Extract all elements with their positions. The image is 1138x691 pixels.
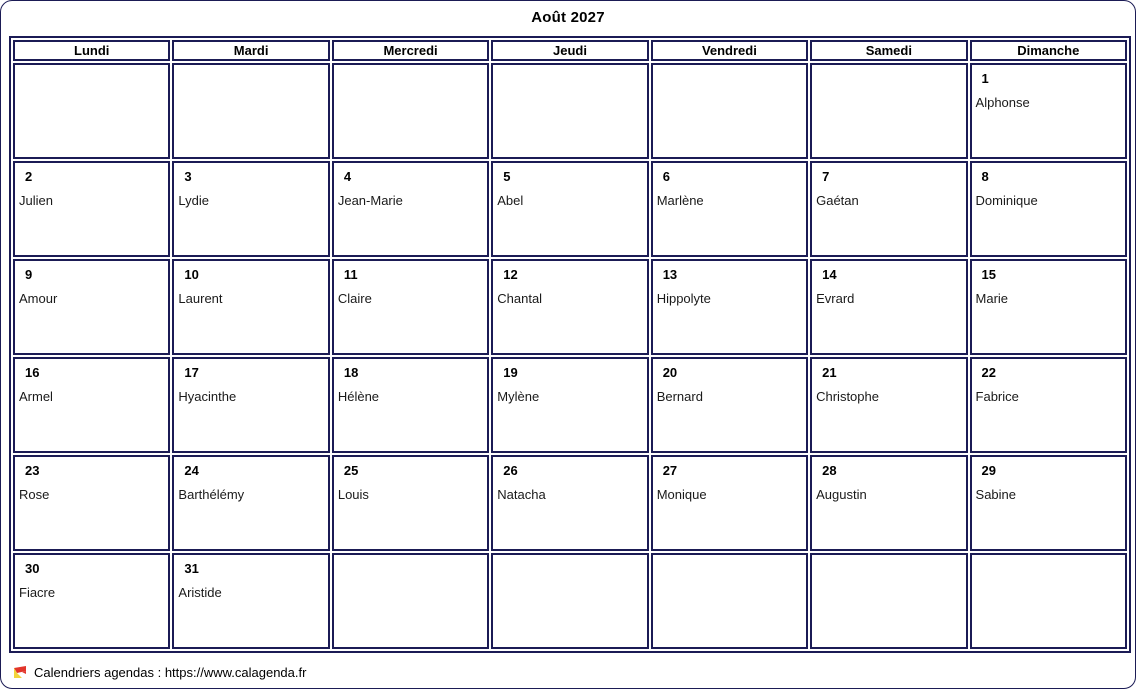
day-number: 22 xyxy=(981,365,996,380)
week-row-4 xyxy=(13,357,1127,453)
week-row-3 xyxy=(13,259,1127,355)
day-number: 31 xyxy=(184,561,199,576)
saint-name xyxy=(497,93,646,106)
day-cell-30 xyxy=(13,553,170,649)
saint-name: Evrard xyxy=(816,291,855,306)
saint-name: Aristide xyxy=(178,585,222,600)
day-number: 13 xyxy=(662,267,678,282)
saint-name: Amour xyxy=(19,291,58,306)
saint-name: Laurent xyxy=(178,291,223,306)
week-row-1 xyxy=(13,63,1127,159)
weekday-header-6: Samedi xyxy=(810,40,967,61)
saint-name: Claire xyxy=(337,291,372,306)
empty-day-cell xyxy=(172,63,329,159)
empty-day-cell xyxy=(491,553,648,649)
day-cell-13 xyxy=(651,259,808,355)
day-number: 10 xyxy=(184,267,199,282)
day-number: 11 xyxy=(343,267,358,282)
day-cell-20 xyxy=(651,357,808,453)
day-number: 9 xyxy=(25,267,33,282)
day-cell-25 xyxy=(332,455,489,551)
saint-name: Barthélémy xyxy=(178,487,245,502)
saint-name: Augustin xyxy=(816,487,867,502)
week-row-5 xyxy=(13,455,1127,551)
saint-name: Monique xyxy=(656,487,707,502)
empty-day-cell xyxy=(332,553,489,649)
day-number xyxy=(982,561,1125,574)
weekday-header-row xyxy=(13,40,1127,61)
day-cell-11 xyxy=(332,259,489,355)
day-number: 29 xyxy=(981,463,996,478)
day-number xyxy=(822,71,965,84)
day-cell-21 xyxy=(810,357,967,453)
day-number: 2 xyxy=(25,169,33,184)
saint-name: Hippolyte xyxy=(656,291,711,306)
day-cell-7 xyxy=(810,161,967,257)
day-number: 18 xyxy=(343,365,359,380)
empty-day-cell xyxy=(13,63,170,159)
saint-name xyxy=(976,583,1125,596)
empty-day-cell xyxy=(651,63,808,159)
empty-day-cell xyxy=(491,63,648,159)
day-number: 24 xyxy=(184,463,199,478)
saint-name: Fabrice xyxy=(975,389,1019,404)
saint-name: Louis xyxy=(337,487,369,502)
day-number xyxy=(663,71,806,84)
saint-name: Bernard xyxy=(656,389,703,404)
day-cell-17 xyxy=(172,357,329,453)
day-number: 17 xyxy=(184,365,199,380)
saint-name: Marie xyxy=(975,291,1009,306)
day-number xyxy=(822,561,965,574)
saint-name xyxy=(178,93,327,106)
saint-name xyxy=(657,93,806,106)
footer-label: Calendriers agendas : xyxy=(34,665,165,680)
saint-name xyxy=(338,583,487,596)
day-cell-15 xyxy=(970,259,1127,355)
day-number: 4 xyxy=(343,169,352,184)
empty-day-cell xyxy=(970,553,1127,649)
day-cell-9 xyxy=(13,259,170,355)
calagenda-logo-icon xyxy=(13,665,28,680)
day-number: 27 xyxy=(662,463,678,478)
day-cell-2 xyxy=(13,161,170,257)
day-number: 12 xyxy=(503,267,518,282)
day-number: 1 xyxy=(981,71,989,86)
day-cell-26 xyxy=(491,455,648,551)
saint-name: Christophe xyxy=(816,389,879,404)
footer-text xyxy=(34,665,306,680)
day-number: 21 xyxy=(822,365,837,380)
day-number xyxy=(503,71,646,84)
day-cell-31 xyxy=(172,553,329,649)
calendar-table xyxy=(9,36,1131,653)
weekday-header-2: Mardi xyxy=(172,40,329,61)
saint-name: Jean-Marie xyxy=(337,193,403,208)
week-row-6 xyxy=(13,553,1127,649)
day-cell-19 xyxy=(491,357,648,453)
day-number: 30 xyxy=(25,561,40,576)
day-number: 25 xyxy=(343,463,359,478)
day-cell-1 xyxy=(970,63,1127,159)
footer-link[interactable]: https://www.calagenda.fr xyxy=(164,665,307,680)
day-cell-6 xyxy=(651,161,808,257)
day-number: 7 xyxy=(822,169,830,184)
empty-day-cell xyxy=(810,63,967,159)
day-cell-16 xyxy=(13,357,170,453)
day-number: 14 xyxy=(822,267,837,282)
saint-name: Hélène xyxy=(337,389,380,404)
day-number: 8 xyxy=(981,169,989,184)
saint-name: Alphonse xyxy=(975,95,1030,110)
saint-name: Mylène xyxy=(497,389,540,404)
day-cell-27 xyxy=(651,455,808,551)
day-cell-18 xyxy=(332,357,489,453)
day-number: 15 xyxy=(981,267,996,282)
weekday-header-4: Jeudi xyxy=(491,40,648,61)
day-number xyxy=(663,561,806,574)
day-number: 16 xyxy=(25,365,40,380)
day-cell-4 xyxy=(332,161,489,257)
weekday-header-1: Lundi xyxy=(13,40,170,61)
saint-name xyxy=(19,93,168,106)
day-cell-24 xyxy=(172,455,329,551)
week-row-2 xyxy=(13,161,1127,257)
day-cell-29 xyxy=(970,455,1127,551)
day-cell-28 xyxy=(810,455,967,551)
saint-name: Chantal xyxy=(497,291,543,306)
saint-name: Gaétan xyxy=(816,193,859,208)
saint-name: Fiacre xyxy=(19,585,56,600)
day-cell-22 xyxy=(970,357,1127,453)
saint-name: Dominique xyxy=(975,193,1038,208)
saint-name: Lydie xyxy=(178,193,210,208)
saint-name xyxy=(816,93,965,106)
saint-name: Hyacinthe xyxy=(178,389,237,404)
saint-name xyxy=(497,583,646,596)
weekday-header-7: Dimanche xyxy=(970,40,1127,61)
saint-name: Abel xyxy=(497,193,524,208)
weekday-header-5: Vendredi xyxy=(651,40,808,61)
day-number: 28 xyxy=(822,463,837,478)
day-number: 3 xyxy=(184,169,192,184)
day-number: 23 xyxy=(25,463,40,478)
empty-day-cell xyxy=(810,553,967,649)
day-number: 26 xyxy=(503,463,518,478)
weekday-header-3: Mercredi xyxy=(332,40,489,61)
day-number xyxy=(503,561,646,574)
day-number: 5 xyxy=(503,169,511,184)
day-cell-3 xyxy=(172,161,329,257)
saint-name: Natacha xyxy=(497,487,546,502)
day-cell-23 xyxy=(13,455,170,551)
empty-day-cell xyxy=(332,63,489,159)
saint-name xyxy=(816,583,965,596)
day-cell-12 xyxy=(491,259,648,355)
day-cell-10 xyxy=(172,259,329,355)
empty-day-cell xyxy=(651,553,808,649)
saint-name xyxy=(338,93,487,106)
day-number xyxy=(25,71,168,84)
saint-name: Marlène xyxy=(656,193,704,208)
saint-name: Armel xyxy=(19,389,53,404)
saint-name: Julien xyxy=(19,193,53,208)
day-number xyxy=(184,71,327,84)
day-cell-8 xyxy=(970,161,1127,257)
day-cell-14 xyxy=(810,259,967,355)
saint-name xyxy=(657,583,806,596)
footer xyxy=(13,665,306,680)
day-number xyxy=(344,71,487,84)
day-number xyxy=(344,561,487,574)
day-cell-5 xyxy=(491,161,648,257)
saint-name: Sabine xyxy=(975,487,1017,502)
day-number: 20 xyxy=(662,365,678,380)
day-number: 6 xyxy=(662,169,670,184)
day-number: 19 xyxy=(503,365,518,380)
page-title: Août 2027 xyxy=(531,9,605,26)
saint-name: Rose xyxy=(19,487,50,502)
